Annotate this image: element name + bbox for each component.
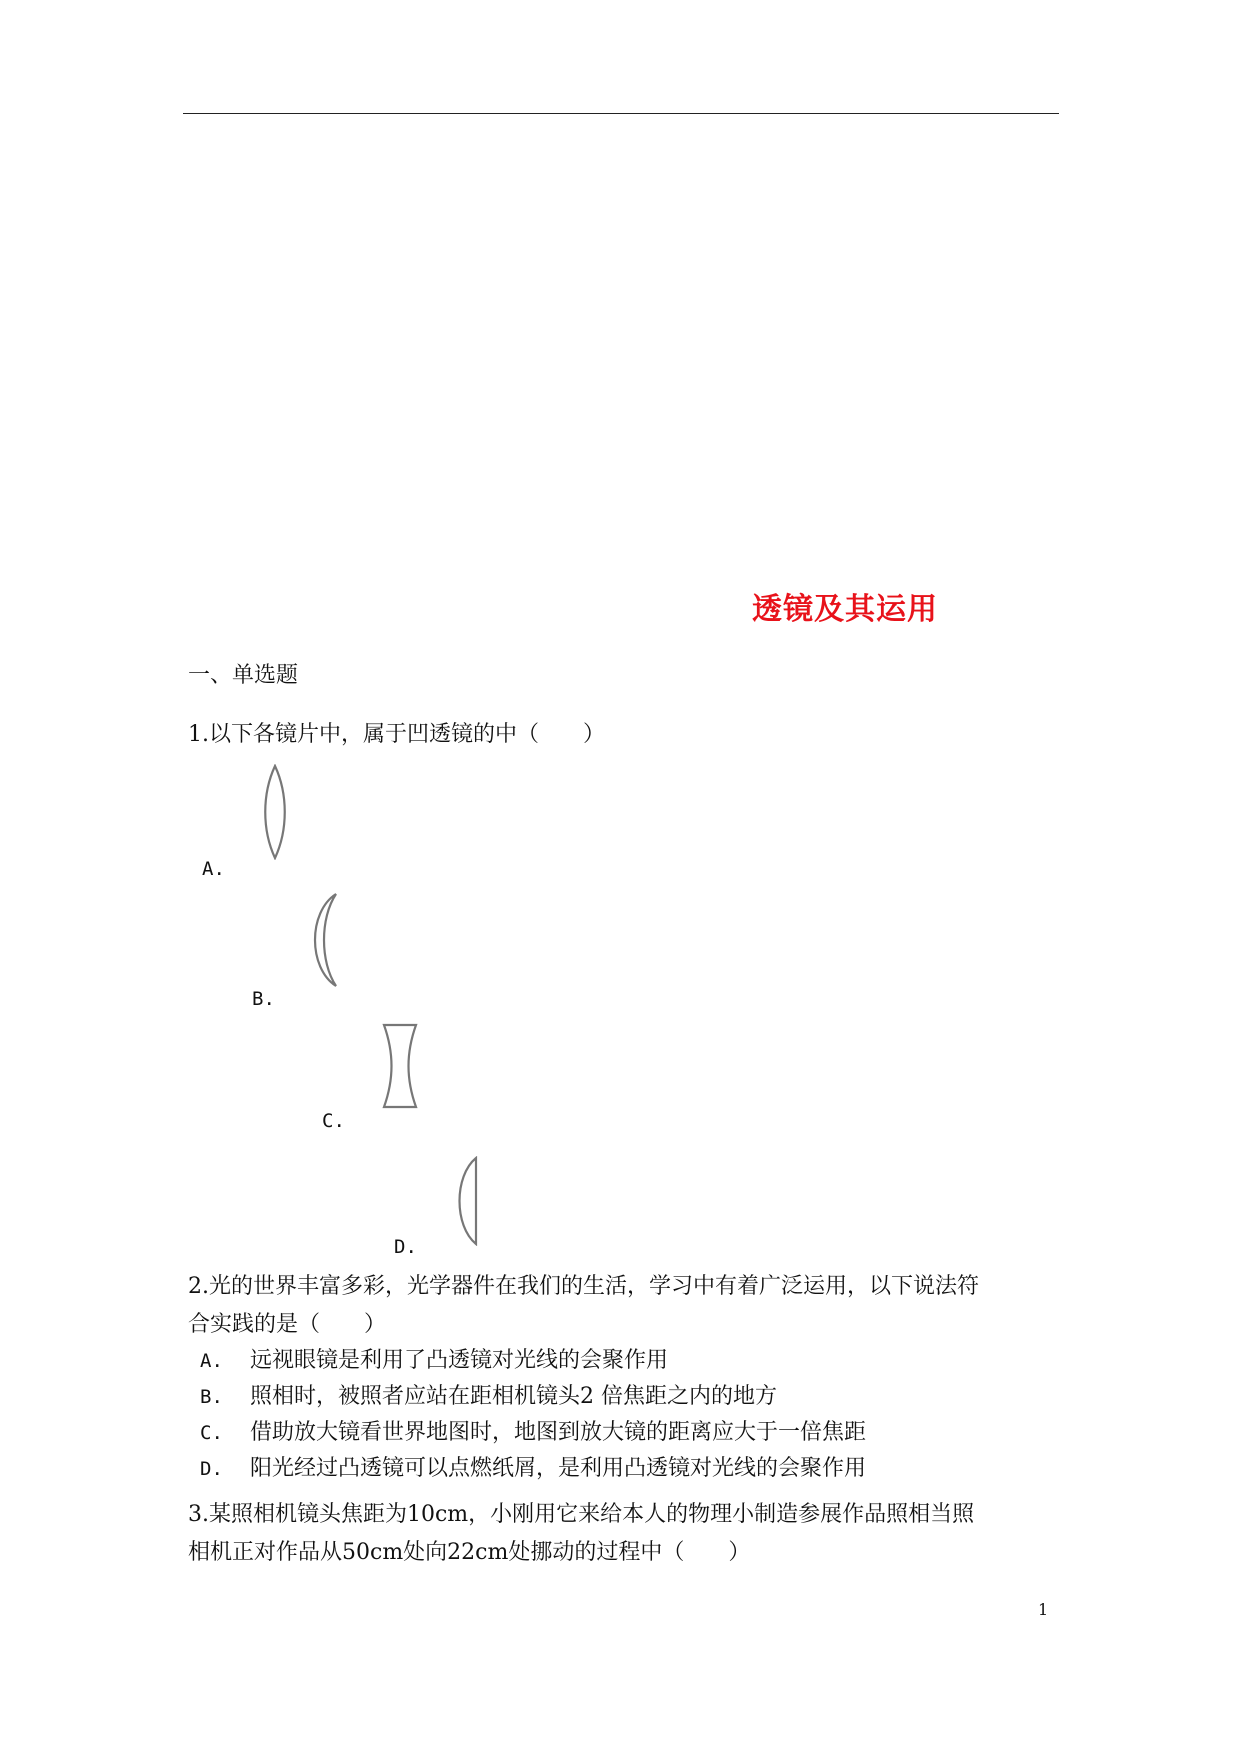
question-3-stem-line1: 3.某照相机镜头焦距为10cm，小刚用它来给本人的物理小制造参展作品照相当照	[188, 1502, 975, 1527]
q1-option-a-label: A.	[202, 858, 225, 880]
q2-option-a	[200, 1346, 668, 1376]
q2-option-b-label: B.	[200, 1386, 223, 1408]
q2-option-a-label: A.	[200, 1350, 223, 1372]
q2-option-d	[200, 1454, 866, 1484]
q2-option-b-text: 照相时，被照者应站在距相机镜头2 倍焦距之内的地方	[250, 1384, 777, 1409]
q1-option-d-label: D.	[394, 1236, 417, 1258]
q2-option-c-text: 借助放大镜看世界地图时，地图到放大镜的距离应大于一倍焦距	[250, 1420, 867, 1445]
question-1-stem: 1.以下各镜片中，属于凹透镜的中（ ）	[188, 722, 605, 747]
q2-option-b	[200, 1382, 777, 1412]
q2-option-d-text: 阳光经过凸透镜可以点燃纸屑，是利用凸透镜对光线的会聚作用	[250, 1456, 867, 1481]
q2-option-c	[200, 1418, 866, 1448]
page-number: 1	[1038, 1600, 1049, 1619]
section-heading: 一、单选题	[188, 663, 299, 688]
question-2-stem-line2: 合实践的是（ ）	[188, 1312, 387, 1337]
header-rule	[183, 113, 1059, 114]
biconcave-lens-icon	[380, 1023, 420, 1109]
question-3-stem-line2: 相机正对作品从50cm处向22cm处挪动的过程中（ ）	[188, 1540, 751, 1565]
question-2-stem-line1: 2.光的世界丰富多彩，光学器件在我们的生活，学习中有着广泛运用，以下说法符	[188, 1274, 979, 1299]
biconvex-lens-icon	[262, 764, 288, 860]
q2-option-a-text: 远视眼镜是利用了凸透镜对光线的会聚作用	[250, 1348, 669, 1373]
plano-convex-lens-icon	[452, 1156, 482, 1246]
page-title: 透镜及其运用	[752, 592, 938, 627]
q2-option-d-label: D.	[200, 1458, 223, 1480]
q2-option-c-label: C.	[200, 1422, 223, 1444]
q1-option-b-label: B.	[252, 988, 275, 1010]
q1-option-c-label: C.	[322, 1110, 345, 1132]
meniscus-lens-icon	[306, 892, 340, 988]
